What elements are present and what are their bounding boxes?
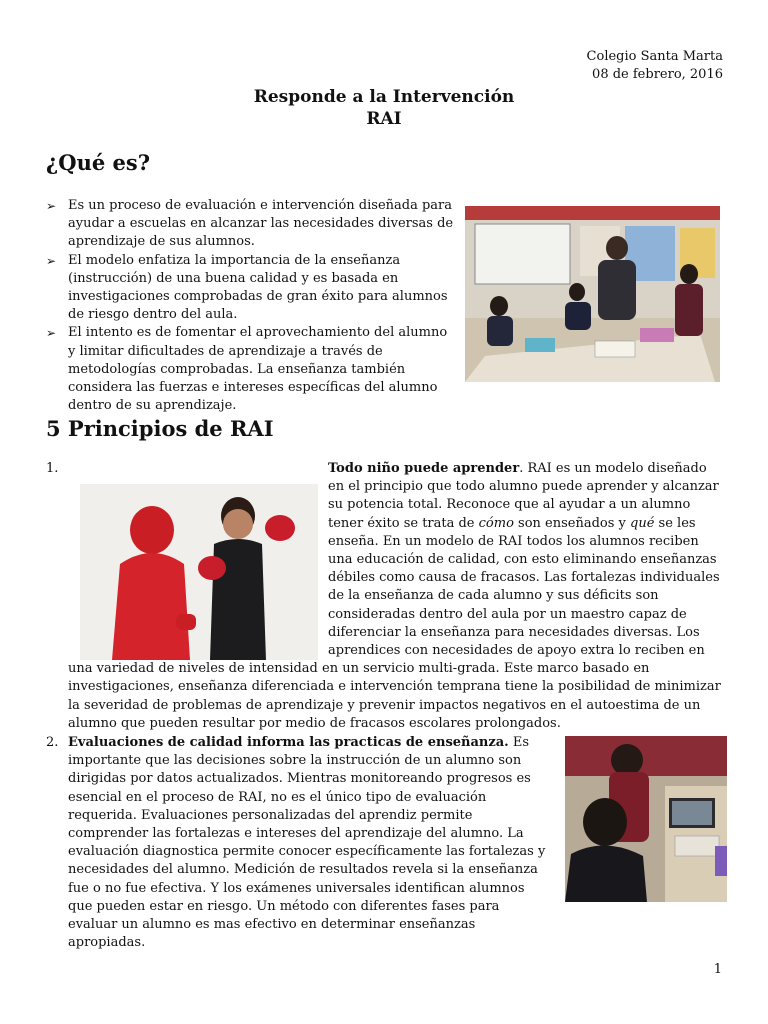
principle-1-text-a: . RAI es un modelo diseñado en el principio que todo alumno puede aprender y alcanzar su potencia total. Reconoce que al ayudar a un alumno tener éxito se trata de	[328, 461, 719, 531]
classroom-photo	[465, 206, 720, 382]
document-date: 08 de febrero, 2016	[592, 67, 723, 82]
title-line-1: Responde a la Intervención	[253, 87, 515, 107]
bullet-list	[46, 197, 456, 415]
bullet-item: ➢ El intento es de fomentar el aprovechamiento del alumno y limitar dificultades de aprendizaje a través de metodologías comprobadas. La enseñanza también considera las fuerzas e intereses específicas del alumno dentro de su aprendizaje.	[46, 324, 456, 415]
principle-2-body: Es importante que las decisiones sobre la instrucción de un alumno son dirigidas por datos actualizados. Mientras monitoreando progresos es esencial en el proceso de RAI, no es el único tipo de evaluación requerida. Evaluaciones personalizadas del aprendiz permite comprender las fortalezas e intereses del aprendizaje del alumno. La evaluación diagnostica permite conocer específicamente las fortalezas y necesidades del alumno. Medición de resultados revela si la enseñanza fue o no fue efectiva. Y los exámenes universales identifican alumnos que pueden estar en riesgo. Un método con diferentes fases para evaluar un alumno es mas efectivo en determinar enseñanzas apropiadas.	[68, 735, 546, 951]
students-illustration	[565, 736, 727, 902]
principle-number: 1.	[46, 461, 59, 476]
document-title	[0, 86, 768, 130]
principle-2	[46, 734, 546, 952]
header-block	[587, 48, 723, 84]
principle-1-em-1: cómo	[478, 515, 514, 531]
principle-1-em-2: qué	[630, 515, 655, 531]
school-name: Colegio Santa Marta	[586, 49, 723, 64]
page-number: 1	[713, 962, 722, 977]
principle-1	[46, 460, 726, 733]
principle-number: 2.	[46, 735, 59, 750]
boys-illustration	[80, 484, 318, 660]
bullet-item: ➢ Es un proceso de evaluación e intervención diseñada para ayudar a escuelas en alcanzar las necesidades diversas de aprendizaje de sus alumnos.	[46, 197, 456, 252]
classroom-illustration	[465, 206, 720, 382]
principle-2-text	[68, 734, 546, 952]
bullet-item: ➢ El modelo enfatiza la importancia de la enseñanza (instrucción) de una buena calidad y es basada en investigaciones comprobadas de gran éxito para alumnos de riesgo dentro del aula.	[46, 252, 456, 325]
principle-1-text-c: se les enseña. En un modelo de RAI todos los alumnos reciben una educación de calidad, con esto eliminando enseñanzas débiles como causa de fracasos. Las fortalezas individuales de la enseñanza de cada alumno y sus déficits son consideradas dentro del aula por un maestro capaz de diferenciar la enseñanza para necesidades diversas. Los aprendices con necesidades de apoyo extra lo reciben en una variedad de niveles de intensidad en un servicio multi-grada. Este marco basado en investigaciones, enseñanza diferenciada e intervención temprana tiene la posibilidad de minimizar la severidad de problemas de aprendizaje y prevenir impactos negativos en el autoestima de un alumno que pueden resultar por medio de fracasos escolares prolongados.	[68, 515, 721, 731]
section-heading-que-es: ¿Qué es?	[46, 150, 151, 175]
principle-2-bold: Evaluaciones de calidad informa las practicas de enseñanza.	[68, 735, 509, 750]
principle-1-text-b: son enseñados y	[513, 515, 631, 531]
section-heading-principios: 5 Principios de RAI	[46, 416, 274, 441]
principle-1-text	[68, 460, 726, 733]
principle-1-bold: Todo niño puede aprender	[328, 461, 520, 476]
boys-costume-photo	[80, 484, 318, 660]
title-line-2: RAI	[366, 109, 402, 129]
students-tablet-photo	[565, 736, 727, 902]
